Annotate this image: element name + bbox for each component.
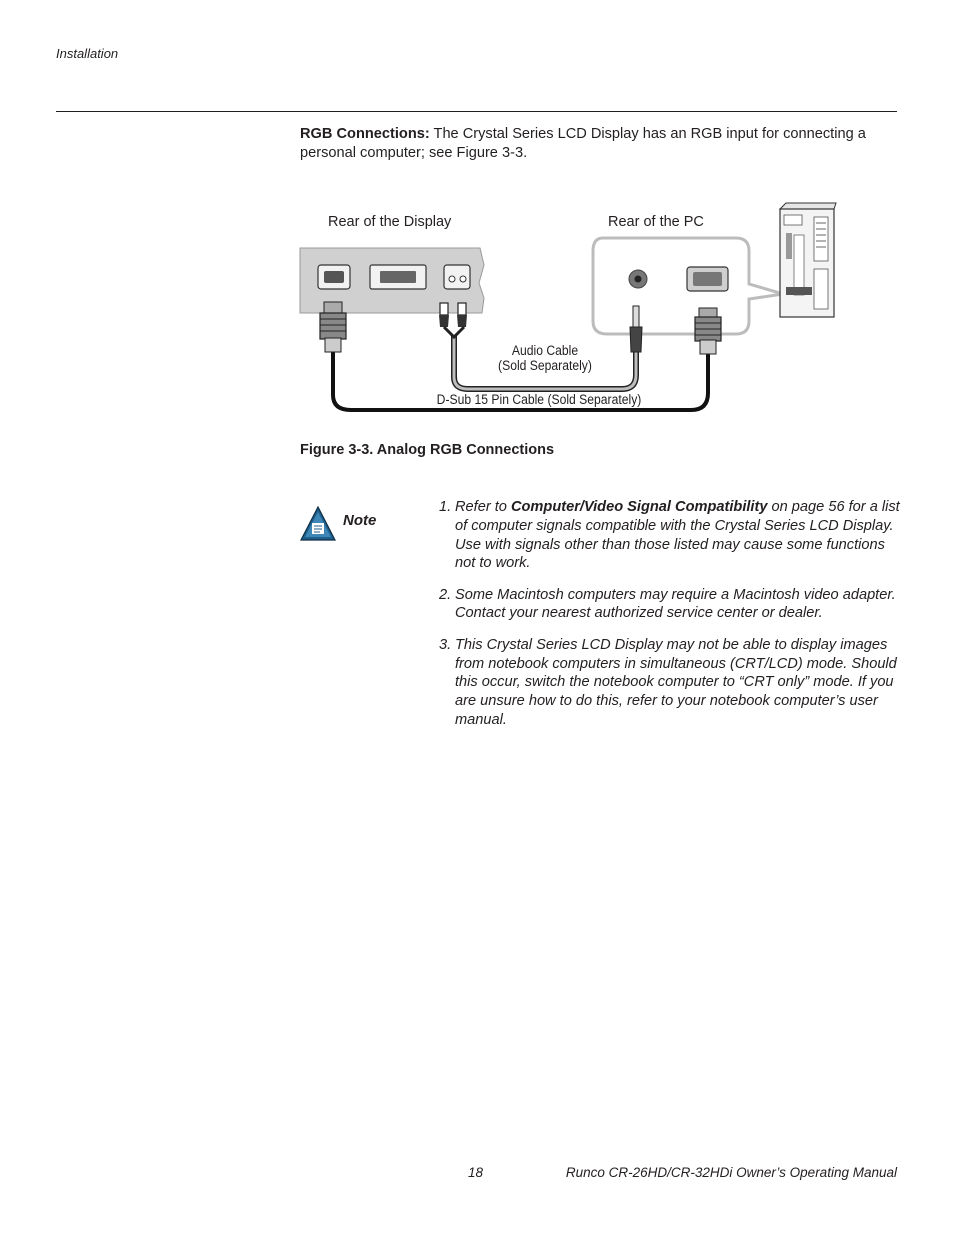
header-rule — [56, 111, 897, 112]
note-item — [439, 586, 901, 624]
section-label: Installation — [56, 46, 119, 61]
display-audio-port — [444, 265, 470, 289]
note-label: Note — [343, 512, 377, 529]
dsub-cable-label: D-Sub 15 Pin Cable (Sold Separately) — [418, 392, 661, 407]
intro-paragraph — [300, 125, 900, 163]
note-list — [439, 498, 901, 742]
note-item — [439, 636, 901, 730]
note-text: Refer to Computer/Video Signal Compatibility on page 56 for a list of computer signals compatible with the Crystal Series LCD Display. Use with signals other than those listed may cause some functions not to work. — [455, 499, 900, 572]
intro-heading: RGB Connections: — [300, 126, 430, 142]
pc-tower — [780, 203, 836, 317]
label-rear-pc: Rear of the PC — [608, 214, 704, 230]
figure-caption: Figure 3-3. Analog RGB Connections — [300, 442, 555, 458]
note-reference: Computer/Video Signal Compatibility — [510, 499, 768, 515]
note-text: Some Macintosh computers may require a Macintosh video adapter. Contact your nearest authorized service center or dealer. — [455, 586, 896, 622]
note-icon — [300, 506, 336, 542]
dsub-plug-left — [320, 302, 346, 352]
note-text: This Crystal Series LCD Display may not be able to display images from notebook computers in simultaneous (CRT/LCD) mode. Should this occur, switch the notebook computer to “CRT only” mode. If you are unsure how to do this, refer to your notebook computer’s user manual. — [455, 636, 897, 728]
audio-cable-label-line2: (Sold Separately) — [498, 358, 592, 373]
rgb-connection-figure — [296, 195, 846, 420]
intro-text: The Crystal Series LCD Display has an RGB input for connecting a personal computer; see Figure 3-3. — [300, 126, 866, 161]
page-number: 18 — [468, 1165, 484, 1180]
dsub-plug-right — [695, 308, 721, 354]
note-number: 3. — [439, 636, 452, 653]
note-number: 1. — [439, 499, 452, 515]
manual-title: Runco CR-26HD/CR-32HDi Owner’s Operating Manual — [565, 1165, 897, 1180]
audio-cable-label-line1: Audio Cable — [511, 343, 579, 358]
audio-cable-label — [496, 343, 595, 373]
label-rear-display: Rear of the Display — [328, 214, 452, 230]
note-item — [439, 498, 901, 573]
note-number: 2. — [439, 586, 452, 603]
